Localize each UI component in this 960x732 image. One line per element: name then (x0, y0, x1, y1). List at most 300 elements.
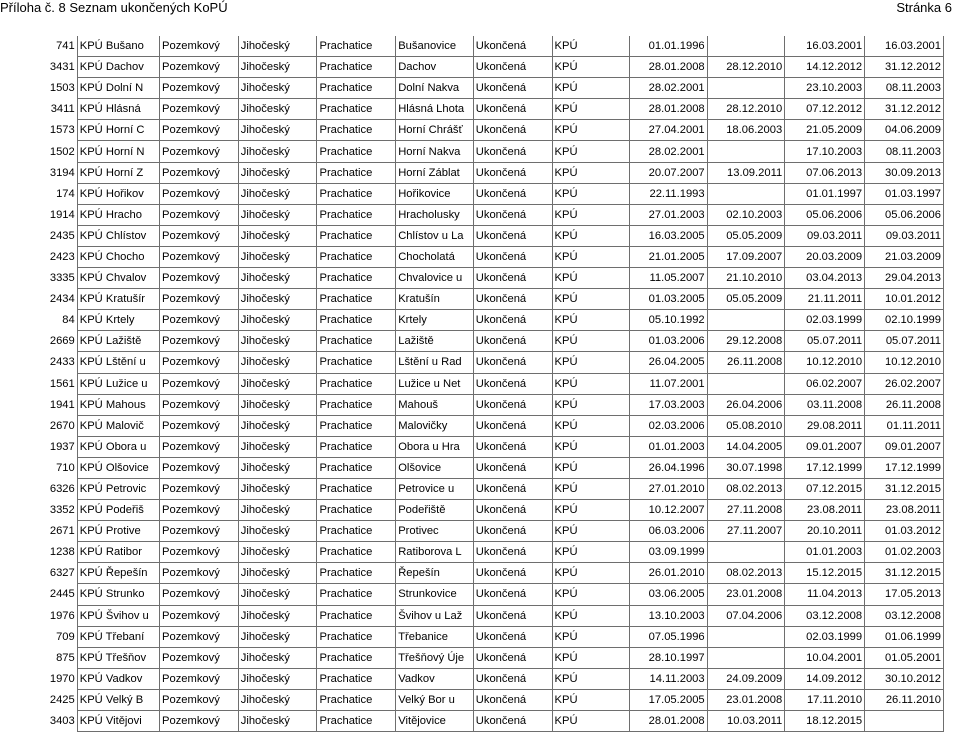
status-cell: Ukončená (473, 99, 552, 120)
date3-cell: 17.10.2003 (785, 141, 865, 162)
end-date-cell: 09.01.2007 (865, 436, 944, 457)
date3-cell: 02.03.1999 (785, 310, 865, 331)
kind-cell: KPÚ (552, 711, 630, 732)
date2-cell: 05.05.2009 (707, 289, 785, 310)
date2-cell: 29.12.2008 (707, 331, 785, 352)
table-row (42, 563, 944, 584)
start-date-cell: 17.05.2005 (630, 689, 708, 710)
kind-cell: KPÚ (552, 183, 630, 204)
name-cell: KPÚ Švihov u (77, 605, 159, 626)
table-row (42, 394, 944, 415)
start-date-cell: 13.10.2003 (630, 605, 708, 626)
status-cell: Ukončená (473, 647, 552, 668)
name-cell: KPÚ Hlásná (77, 99, 159, 120)
district-cell: Prachatice (317, 331, 396, 352)
cadastre-cell: Dolní Nakva (396, 78, 474, 99)
status-cell: Ukončená (473, 457, 552, 478)
table-row (42, 36, 944, 57)
cadastre-cell: Horní Chrášť (396, 120, 474, 141)
status-cell: Ukončená (473, 36, 552, 57)
status-cell: Ukončená (473, 162, 552, 183)
type-cell: Pozemkový (160, 521, 239, 542)
type-cell: Pozemkový (160, 78, 239, 99)
cadastre-cell: Švihov u Laž (396, 605, 474, 626)
region-cell: Jihočeský (238, 331, 317, 352)
kind-cell: KPÚ (552, 268, 630, 289)
type-cell: Pozemkový (160, 331, 239, 352)
name-cell: KPÚ Řepešín (77, 563, 159, 584)
kind-cell: KPÚ (552, 521, 630, 542)
date2-cell: 23.01.2008 (707, 689, 785, 710)
type-cell: Pozemkový (160, 626, 239, 647)
kind-cell: KPÚ (552, 415, 630, 436)
kind-cell: KPÚ (552, 605, 630, 626)
end-date-cell: 21.03.2009 (865, 246, 944, 267)
start-date-cell: 28.02.2001 (630, 78, 708, 99)
region-cell: Jihočeský (238, 500, 317, 521)
date3-cell: 15.12.2015 (785, 563, 865, 584)
start-date-cell: 28.01.2008 (630, 99, 708, 120)
id-cell: 2425 (42, 689, 77, 710)
type-cell: Pozemkový (160, 183, 239, 204)
date3-cell: 14.09.2012 (785, 668, 865, 689)
district-cell: Prachatice (317, 57, 396, 78)
cadastre-cell: Strunkovice (396, 584, 474, 605)
name-cell: KPÚ Olšovice (77, 457, 159, 478)
kind-cell: KPÚ (552, 563, 630, 584)
status-cell: Ukončená (473, 204, 552, 225)
cadastre-cell: Hořikovice (396, 183, 474, 204)
kind-cell: KPÚ (552, 36, 630, 57)
id-cell: 2423 (42, 246, 77, 267)
id-cell: 1941 (42, 394, 77, 415)
date3-cell: 09.01.2007 (785, 436, 865, 457)
region-cell: Jihočeský (238, 99, 317, 120)
table-row (42, 310, 944, 331)
table-row (42, 331, 944, 352)
end-date-cell: 31.12.2015 (865, 563, 944, 584)
status-cell: Ukončená (473, 689, 552, 710)
district-cell: Prachatice (317, 457, 396, 478)
end-date-cell: 01.05.2001 (865, 647, 944, 668)
date2-cell (707, 542, 785, 563)
table-row (42, 689, 944, 710)
cadastre-cell: Lužice u Net (396, 373, 474, 394)
table-row (42, 500, 944, 521)
district-cell: Prachatice (317, 162, 396, 183)
district-cell: Prachatice (317, 521, 396, 542)
cadastre-cell: Podeřiště (396, 500, 474, 521)
id-cell: 3352 (42, 500, 77, 521)
end-date-cell: 26.11.2008 (865, 394, 944, 415)
type-cell: Pozemkový (160, 57, 239, 78)
type-cell: Pozemkový (160, 352, 239, 373)
end-date-cell: 08.11.2003 (865, 78, 944, 99)
name-cell: KPÚ Vitějovi (77, 711, 159, 732)
table-row (42, 668, 944, 689)
start-date-cell: 01.01.2003 (630, 436, 708, 457)
type-cell: Pozemkový (160, 310, 239, 331)
date3-cell: 20.10.2011 (785, 521, 865, 542)
start-date-cell: 17.03.2003 (630, 394, 708, 415)
start-date-cell: 01.01.1996 (630, 36, 708, 57)
district-cell: Prachatice (317, 352, 396, 373)
cadastre-cell: Třešňový Úje (396, 647, 474, 668)
start-date-cell: 28.01.2008 (630, 57, 708, 78)
table-row (42, 99, 944, 120)
table-row (42, 436, 944, 457)
district-cell: Prachatice (317, 394, 396, 415)
id-cell: 6326 (42, 478, 77, 499)
status-cell: Ukončená (473, 605, 552, 626)
district-cell: Prachatice (317, 268, 396, 289)
end-date-cell: 10.01.2012 (865, 289, 944, 310)
kind-cell: KPÚ (552, 289, 630, 310)
region-cell: Jihočeský (238, 521, 317, 542)
cadastre-cell: Malovičky (396, 415, 474, 436)
status-cell: Ukončená (473, 542, 552, 563)
date2-cell (707, 647, 785, 668)
end-date-cell: 16.03.2001 (865, 36, 944, 57)
type-cell: Pozemkový (160, 99, 239, 120)
date2-cell: 30.07.1998 (707, 457, 785, 478)
date2-cell: 14.04.2005 (707, 436, 785, 457)
kind-cell: KPÚ (552, 225, 630, 246)
date2-cell: 05.08.2010 (707, 415, 785, 436)
cadastre-cell: Lštění u Rad (396, 352, 474, 373)
region-cell: Jihočeský (238, 647, 317, 668)
kind-cell: KPÚ (552, 78, 630, 99)
table-row (42, 352, 944, 373)
table-row (42, 521, 944, 542)
id-cell: 2670 (42, 415, 77, 436)
region-cell: Jihočeský (238, 689, 317, 710)
date2-cell: 23.01.2008 (707, 584, 785, 605)
start-date-cell: 27.01.2010 (630, 478, 708, 499)
status-cell: Ukončená (473, 246, 552, 267)
date3-cell: 10.04.2001 (785, 647, 865, 668)
type-cell: Pozemkový (160, 542, 239, 563)
region-cell: Jihočeský (238, 204, 317, 225)
date2-cell: 18.06.2003 (707, 120, 785, 141)
status-cell: Ukončená (473, 563, 552, 584)
status-cell: Ukončená (473, 57, 552, 78)
date3-cell: 16.03.2001 (785, 36, 865, 57)
type-cell: Pozemkový (160, 711, 239, 732)
date2-cell (707, 373, 785, 394)
region-cell: Jihočeský (238, 478, 317, 499)
start-date-cell: 11.07.2001 (630, 373, 708, 394)
cadastre-cell: Dachov (396, 57, 474, 78)
kind-cell: KPÚ (552, 457, 630, 478)
end-date-cell: 31.12.2012 (865, 99, 944, 120)
name-cell: KPÚ Vadkov (77, 668, 159, 689)
id-cell: 1503 (42, 78, 77, 99)
end-date-cell: 17.12.1999 (865, 457, 944, 478)
table-row (42, 57, 944, 78)
name-cell: KPÚ Dolní N (77, 78, 159, 99)
end-date-cell: 26.02.2007 (865, 373, 944, 394)
type-cell: Pozemkový (160, 394, 239, 415)
name-cell: KPÚ Třebaní (77, 626, 159, 647)
date2-cell (707, 626, 785, 647)
type-cell: Pozemkový (160, 500, 239, 521)
kind-cell: KPÚ (552, 120, 630, 141)
kind-cell: KPÚ (552, 57, 630, 78)
type-cell: Pozemkový (160, 162, 239, 183)
date2-cell: 26.11.2008 (707, 352, 785, 373)
date3-cell: 29.08.2011 (785, 415, 865, 436)
id-cell: 1561 (42, 373, 77, 394)
type-cell: Pozemkový (160, 605, 239, 626)
region-cell: Jihočeský (238, 626, 317, 647)
district-cell: Prachatice (317, 626, 396, 647)
date3-cell: 05.06.2006 (785, 204, 865, 225)
date3-cell: 23.10.2003 (785, 78, 865, 99)
status-cell: Ukončená (473, 436, 552, 457)
name-cell: KPÚ Dachov (77, 57, 159, 78)
cadastre-cell: Chocholatá (396, 246, 474, 267)
type-cell: Pozemkový (160, 689, 239, 710)
start-date-cell: 26.01.2010 (630, 563, 708, 584)
district-cell: Prachatice (317, 542, 396, 563)
type-cell: Pozemkový (160, 478, 239, 499)
date3-cell: 03.11.2008 (785, 394, 865, 415)
cadastre-cell: Velký Bor u (396, 689, 474, 710)
cadastre-cell: Kratušín (396, 289, 474, 310)
kind-cell: KPÚ (552, 373, 630, 394)
date2-cell (707, 78, 785, 99)
date2-cell (707, 310, 785, 331)
start-date-cell: 22.11.1993 (630, 183, 708, 204)
region-cell: Jihočeský (238, 246, 317, 267)
cadastre-cell: Třebanice (396, 626, 474, 647)
type-cell: Pozemkový (160, 415, 239, 436)
cadastre-cell: Mahouš (396, 394, 474, 415)
end-date-cell: 01.02.2003 (865, 542, 944, 563)
date2-cell: 07.04.2006 (707, 605, 785, 626)
date3-cell: 01.01.1997 (785, 183, 865, 204)
type-cell: Pozemkový (160, 268, 239, 289)
region-cell: Jihočeský (238, 225, 317, 246)
table-row (42, 120, 944, 141)
region-cell: Jihočeský (238, 394, 317, 415)
id-cell: 2433 (42, 352, 77, 373)
cadastre-cell: Ratiborova L (396, 542, 474, 563)
name-cell: KPÚ Hracho (77, 204, 159, 225)
kind-cell: KPÚ (552, 162, 630, 183)
end-date-cell: 30.10.2012 (865, 668, 944, 689)
table-row (42, 415, 944, 436)
table-row (42, 268, 944, 289)
status-cell: Ukončená (473, 183, 552, 204)
date3-cell: 21.05.2009 (785, 120, 865, 141)
date2-cell: 24.09.2009 (707, 668, 785, 689)
date2-cell: 05.05.2009 (707, 225, 785, 246)
type-cell: Pozemkový (160, 563, 239, 584)
district-cell: Prachatice (317, 478, 396, 499)
kind-cell: KPÚ (552, 99, 630, 120)
id-cell: 6327 (42, 563, 77, 584)
date3-cell: 06.02.2007 (785, 373, 865, 394)
district-cell: Prachatice (317, 711, 396, 732)
district-cell: Prachatice (317, 246, 396, 267)
district-cell: Prachatice (317, 373, 396, 394)
start-date-cell: 07.05.1996 (630, 626, 708, 647)
type-cell: Pozemkový (160, 647, 239, 668)
start-date-cell: 03.09.1999 (630, 542, 708, 563)
type-cell: Pozemkový (160, 436, 239, 457)
start-date-cell: 10.12.2007 (630, 500, 708, 521)
kind-cell: KPÚ (552, 246, 630, 267)
start-date-cell: 01.03.2005 (630, 289, 708, 310)
date2-cell: 08.02.2013 (707, 563, 785, 584)
end-date-cell: 08.11.2003 (865, 141, 944, 162)
cadastre-cell: Protivec (396, 521, 474, 542)
region-cell: Jihočeský (238, 162, 317, 183)
date3-cell: 18.12.2015 (785, 711, 865, 732)
end-date-cell: 31.12.2015 (865, 478, 944, 499)
district-cell: Prachatice (317, 605, 396, 626)
table-row (42, 584, 944, 605)
region-cell: Jihočeský (238, 436, 317, 457)
end-date-cell: 03.12.2008 (865, 605, 944, 626)
name-cell: KPÚ Horní N (77, 141, 159, 162)
district-cell: Prachatice (317, 78, 396, 99)
district-cell: Prachatice (317, 225, 396, 246)
end-date-cell: 01.03.2012 (865, 521, 944, 542)
type-cell: Pozemkový (160, 246, 239, 267)
table-row (42, 289, 944, 310)
status-cell: Ukončená (473, 626, 552, 647)
id-cell: 1914 (42, 204, 77, 225)
region-cell: Jihočeský (238, 310, 317, 331)
start-date-cell: 02.03.2006 (630, 415, 708, 436)
district-cell: Prachatice (317, 563, 396, 584)
id-cell: 1937 (42, 436, 77, 457)
date3-cell: 01.01.2003 (785, 542, 865, 563)
cadastre-cell: Olšovice (396, 457, 474, 478)
status-cell: Ukončená (473, 120, 552, 141)
kind-cell: KPÚ (552, 626, 630, 647)
district-cell: Prachatice (317, 415, 396, 436)
cadastre-cell: Bušanovice (396, 36, 474, 57)
name-cell: KPÚ Lštění u (77, 352, 159, 373)
district-cell: Prachatice (317, 436, 396, 457)
name-cell: KPÚ Protive (77, 521, 159, 542)
region-cell: Jihočeský (238, 183, 317, 204)
kind-cell: KPÚ (552, 542, 630, 563)
date2-cell: 10.03.2011 (707, 711, 785, 732)
date3-cell: 09.03.2011 (785, 225, 865, 246)
page-title: Příloha č. 8 Seznam ukončených KoPÚ (0, 0, 228, 15)
region-cell: Jihočeský (238, 120, 317, 141)
cadastre-cell: Vadkov (396, 668, 474, 689)
type-cell: Pozemkový (160, 120, 239, 141)
table-row (42, 162, 944, 183)
start-date-cell: 14.11.2003 (630, 668, 708, 689)
id-cell: 3403 (42, 711, 77, 732)
name-cell: KPÚ Petrovic (77, 478, 159, 499)
region-cell: Jihočeský (238, 57, 317, 78)
status-cell: Ukončená (473, 225, 552, 246)
cadastre-cell: Hracholusky (396, 204, 474, 225)
start-date-cell: 01.03.2006 (630, 331, 708, 352)
id-cell: 3335 (42, 268, 77, 289)
end-date-cell: 05.06.2006 (865, 204, 944, 225)
id-cell: 84 (42, 310, 77, 331)
end-date-cell: 10.12.2010 (865, 352, 944, 373)
date2-cell: 28.12.2010 (707, 99, 785, 120)
kind-cell: KPÚ (552, 310, 630, 331)
id-cell: 1976 (42, 605, 77, 626)
id-cell: 3411 (42, 99, 77, 120)
district-cell: Prachatice (317, 689, 396, 710)
end-date-cell: 01.06.1999 (865, 626, 944, 647)
region-cell: Jihočeský (238, 268, 317, 289)
id-cell: 1238 (42, 542, 77, 563)
date3-cell: 07.12.2012 (785, 99, 865, 120)
date2-cell: 08.02.2013 (707, 478, 785, 499)
kopu-table (42, 36, 944, 732)
name-cell: KPÚ Bušano (77, 36, 159, 57)
date3-cell: 03.04.2013 (785, 268, 865, 289)
cadastre-cell: Vitějovice (396, 711, 474, 732)
cadastre-cell: Horní Nakva (396, 141, 474, 162)
cadastre-cell: Řepešín (396, 563, 474, 584)
name-cell: KPÚ Třešňov (77, 647, 159, 668)
date3-cell: 02.03.1999 (785, 626, 865, 647)
date2-cell: 17.09.2007 (707, 246, 785, 267)
district-cell: Prachatice (317, 120, 396, 141)
district-cell: Prachatice (317, 99, 396, 120)
id-cell: 1573 (42, 120, 77, 141)
status-cell: Ukončená (473, 521, 552, 542)
table-row (42, 204, 944, 225)
status-cell: Ukončená (473, 352, 552, 373)
id-cell: 2434 (42, 289, 77, 310)
cadastre-cell: Petrovice u (396, 478, 474, 499)
name-cell: KPÚ Malovič (77, 415, 159, 436)
name-cell: KPÚ Chocho (77, 246, 159, 267)
name-cell: KPÚ Kratušír (77, 289, 159, 310)
date2-cell (707, 36, 785, 57)
date3-cell: 21.11.2011 (785, 289, 865, 310)
district-cell: Prachatice (317, 204, 396, 225)
date3-cell: 17.12.1999 (785, 457, 865, 478)
end-date-cell: 29.04.2013 (865, 268, 944, 289)
district-cell: Prachatice (317, 289, 396, 310)
table-body (42, 36, 944, 732)
status-cell: Ukončená (473, 331, 552, 352)
date2-cell: 13.09.2011 (707, 162, 785, 183)
region-cell: Jihočeský (238, 36, 317, 57)
kind-cell: KPÚ (552, 331, 630, 352)
district-cell: Prachatice (317, 36, 396, 57)
date2-cell: 26.04.2006 (707, 394, 785, 415)
type-cell: Pozemkový (160, 373, 239, 394)
date3-cell: 11.04.2013 (785, 584, 865, 605)
end-date-cell: 02.10.1999 (865, 310, 944, 331)
district-cell: Prachatice (317, 500, 396, 521)
end-date-cell (865, 711, 944, 732)
name-cell: KPÚ Hořikov (77, 183, 159, 204)
start-date-cell: 28.10.1997 (630, 647, 708, 668)
id-cell: 710 (42, 457, 77, 478)
date2-cell (707, 183, 785, 204)
start-date-cell: 20.07.2007 (630, 162, 708, 183)
status-cell: Ukončená (473, 711, 552, 732)
